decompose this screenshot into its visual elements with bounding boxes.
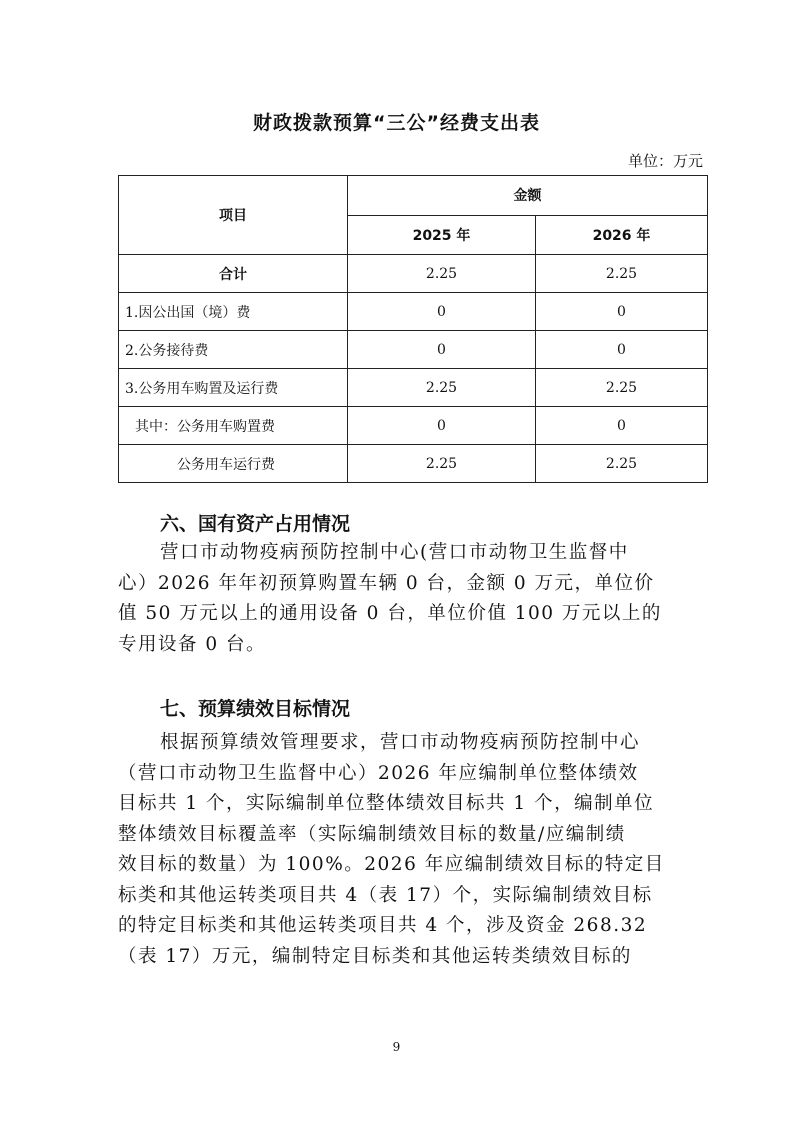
row-value-2026: 0 [536, 331, 708, 369]
table-row [119, 293, 708, 331]
table-title: 财政拨款预算“三公”经费支出表 [253, 112, 540, 134]
unit-label: 单位：万元 [627, 152, 703, 170]
paragraph-line: 专用设备 0 台。 [118, 633, 267, 655]
row-value-2026: 2.25 [536, 255, 708, 293]
paragraph-line: 值 50 万元以上的通用设备 0 台，单位价值 100 万元以上的 [118, 603, 662, 624]
row-label: 公务用车运行费 [119, 445, 348, 483]
section-paragraph-performance [118, 728, 678, 972]
paragraph-line: 的特定目标类和其他运转类项目共 4 个，涉及资金 268.32 [118, 915, 648, 936]
page-number: 9 [392, 1040, 401, 1054]
table-row [119, 407, 708, 445]
row-value-2025: 0 [348, 407, 536, 445]
row-label: 3.公务用车购置及运行费 [119, 369, 348, 407]
section-paragraph-assets [118, 538, 678, 660]
row-label: 1.因公出国（境）费 [119, 293, 348, 331]
three-public-expenses-table [118, 175, 708, 483]
section-heading-performance: 七、预算绩效目标情况 [160, 698, 351, 720]
paragraph-line: 营口市动物疫病预防控制中心(营口市动物卫生监督中 [160, 542, 629, 563]
row-value-2025: 2.25 [348, 445, 536, 483]
paragraph-line: （营口市动物卫生监督中心）2026 年应编制单位整体绩效 [118, 762, 639, 784]
row-value-2026: 2.25 [536, 445, 708, 483]
row-label: 其中：公务用车购置费 [119, 407, 348, 445]
paragraph-line: 标类和其他运转类项目共 4（表 17）个，实际编制绩效目标 [118, 884, 653, 906]
header-amount: 金额 [348, 176, 708, 216]
row-value-2026: 2.25 [536, 369, 708, 407]
paragraph-line: （表 17）万元，编制特定目标类和其他运转类绩效目标的 [118, 945, 632, 967]
header-item: 项目 [119, 176, 348, 255]
paragraph-line: 效目标的数量）为 100%。2026 年应编制绩效目标的特定目 [118, 854, 665, 875]
paragraph-line: 根据预算绩效管理要求，营口市动物疫病预防控制中心 [160, 732, 641, 753]
row-value-2025: 2.25 [348, 369, 536, 407]
table-row [119, 255, 708, 293]
paragraph-line: 整体绩效目标覆盖率（实际编制绩效目标的数量/应编制绩 [118, 823, 626, 845]
header-year-2026: 2026 年 [536, 215, 708, 255]
table-row [119, 445, 708, 483]
paragraph-line: 心）2026 年年初预算购置车辆 0 台，金额 0 万元，单位价 [118, 572, 655, 594]
row-label: 2.公务接待费 [119, 331, 348, 369]
row-value-2025: 0 [348, 293, 536, 331]
row-label: 合计 [119, 255, 348, 293]
row-value-2025: 0 [348, 331, 536, 369]
table-row [119, 331, 708, 369]
row-value-2026: 0 [536, 293, 708, 331]
paragraph-line: 目标共 1 个，实际编制单位整体绩效目标共 1 个，编制单位 [118, 793, 655, 814]
header-year-2025: 2025 年 [348, 215, 536, 255]
section-heading-assets: 六、国有资产占用情况 [160, 513, 351, 535]
row-value-2026: 0 [536, 407, 708, 445]
table-row [119, 369, 708, 407]
row-value-2025: 2.25 [348, 255, 536, 293]
